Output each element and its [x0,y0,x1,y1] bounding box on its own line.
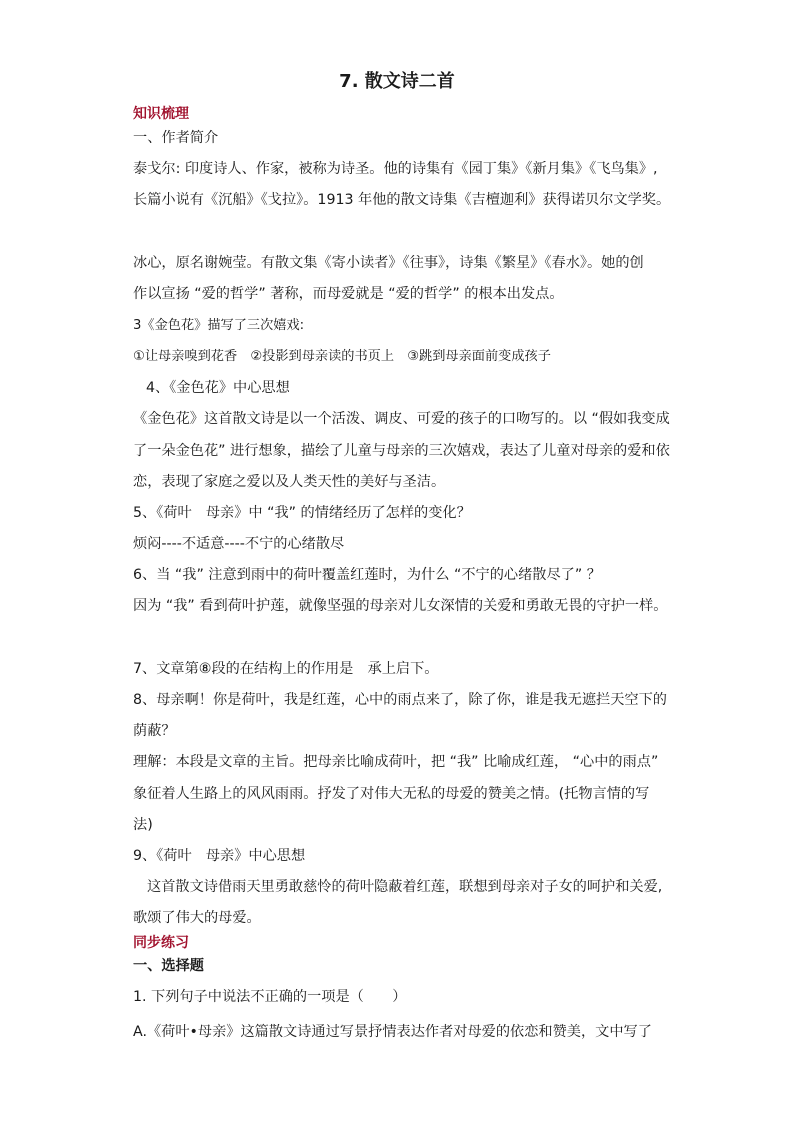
line-q4-answer-1: 《金色花》这首散文诗是以一个活泼、调皮、可爱的孩子的口吻写的。以 “假如我变成 [133,411,670,427]
line-q3-answer: ①让母亲嗅到花香 ②投影到母亲读的书页上 ③跳到母亲面前变成孩子 [133,349,551,364]
line-q5-answer: 烦闷----不适意----不宁的心绪散尽 [133,536,345,552]
line-q4-answer-3: 恋，表现了家庭之爱以及人类天性的美好与圣洁。 [133,474,446,490]
line-q8-answer-1: 理解：本段是文章的主旨。把母亲比喻成荷叶，把 “我” 比喻成红莲， “心中的雨点” [133,754,659,770]
line-bingxin-2: 作以宣扬 “爱的哲学” 著称，而母爱就是 “爱的哲学” 的根本出发点。 [133,286,564,302]
line-q8-2: 荫蔽？ [133,723,176,739]
line-q6-answer: 因为 “我” 看到荷叶护莲，就像坚强的母亲对儿女深情的关爱和勇敢无畏的守护一样。 [133,598,668,614]
section-heading-knowledge: 知识梳理 [133,106,189,122]
line-q3: 3《金色花》描写了三次嬉戏: [133,318,305,333]
line-q6: 6、当 “我” 注意到雨中的荷叶覆盖红莲时，为什么 “不宁的心绪散尽了” ？ [133,567,601,583]
line-q8-answer-2: 象征着人生路上的风风雨雨。抒发了对伟大无私的母爱的赞美之情。(托物言情的写 [133,786,650,802]
line-q8-answer-3: 法) [133,817,153,833]
line-bingxin-1: 冰心，原名谢婉莹。有散文集《寄小读者》《往事》，诗集《繁星》《春水》。她的创 [133,255,644,271]
page-title: 7. 散文诗二首 [339,71,455,92]
question-1-option-a: A.《荷叶•母亲》这篇散文诗通过写景抒情表达作者对母爱的依恋和赞美，文中写了 [133,1024,652,1040]
line-q9: 9、《荷叶 母亲》中心思想 [133,848,306,864]
line-q9-answer-2: 歌颂了伟大的母爱。 [133,910,261,926]
section-heading-choice: 一、选择题 [133,958,204,974]
line-q7: 7、文章第⑧段的在结构上的作用是 承上启下。 [133,661,439,677]
line-q4-answer-2: 了一朵金色花” 进行想象，描绘了儿童与母亲的三次嬉戏，表达了儿童对母亲的爱和依 [133,443,670,459]
line-tagore-2: 长篇小说有《沉船》《戈拉》。1913 年他的散文诗集《吉檀迦利》获得诺贝尔文学奖。 [133,192,671,208]
line-q5: 5、《荷叶 母亲》中 “我” 的情绪经历了怎样的变化？ [133,505,471,521]
line-q4: 4、《金色花》中心思想 [146,380,290,396]
line-q8-1: 8、母亲啊！你是荷叶，我是红莲，心中的雨点来了，除了你，谁是我无遮拦天空下的 [133,692,667,708]
line-author-intro-heading: 一、作者简介 [133,130,219,146]
question-1: 1. 下列句子中说法不正确的一项是（ ） [133,989,407,1005]
line-tagore-1: 泰戈尔: 印度诗人、作家，被称为诗圣。他的诗集有《园丁集》《新月集》《飞鸟集》, [133,161,658,177]
section-heading-practice: 同步练习 [133,935,189,951]
line-q9-answer-1: 这首散文诗借雨天里勇敢慈怜的荷叶隐蔽着红莲，联想到母亲对子女的呵护和关爱, [147,879,663,895]
